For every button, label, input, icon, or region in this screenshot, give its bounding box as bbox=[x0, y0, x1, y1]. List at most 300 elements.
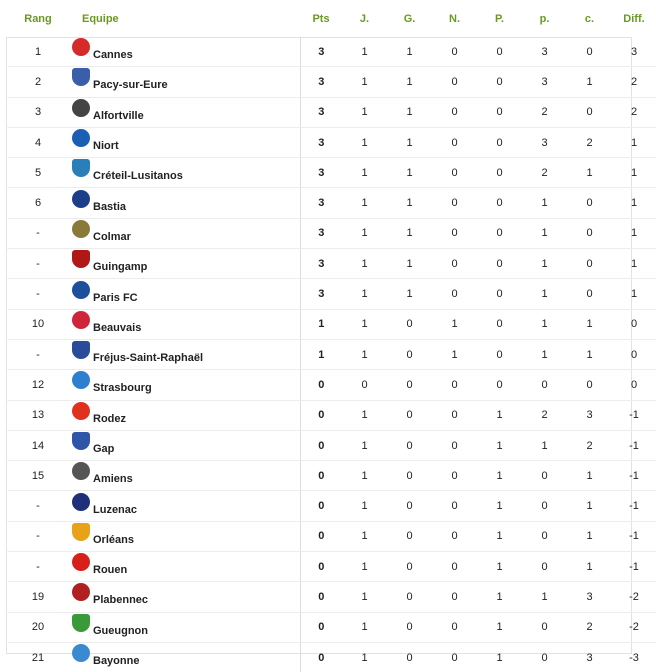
diff-cell: -3 bbox=[629, 651, 639, 664]
col-equipe-header[interactable]: Equipe bbox=[82, 12, 119, 25]
bp-cell: 0 bbox=[541, 651, 548, 664]
bc-cell: 1 bbox=[567, 67, 612, 97]
rank-cell: 4 bbox=[6, 127, 70, 157]
rank-cell: 21 bbox=[31, 651, 45, 664]
bp-cell: 3 bbox=[522, 37, 567, 67]
n-cell: 0 bbox=[432, 430, 477, 460]
bp-cell: 3 bbox=[522, 67, 567, 97]
n-cell: 0 bbox=[432, 158, 477, 188]
bc-cell: 1 bbox=[567, 552, 612, 582]
diff-cell: -1 bbox=[612, 552, 656, 582]
team-link[interactable] bbox=[70, 128, 300, 157]
team-link[interactable] bbox=[70, 522, 300, 551]
col-diff-header[interactable]: Diff. bbox=[623, 12, 645, 25]
table-row[interactable] bbox=[6, 370, 656, 400]
team-cell[interactable] bbox=[70, 491, 300, 521]
p-cell: 0 bbox=[477, 370, 522, 400]
n-cell: 0 bbox=[432, 188, 477, 218]
team-cell[interactable] bbox=[70, 309, 300, 339]
n-cell: 0 bbox=[432, 218, 477, 248]
p-cell: 1 bbox=[477, 552, 522, 582]
pts-cell: 3 bbox=[300, 127, 342, 157]
team-link[interactable] bbox=[70, 582, 300, 611]
j-cell: 1 bbox=[342, 188, 387, 218]
table-row[interactable] bbox=[6, 430, 656, 460]
creteil-crest-icon bbox=[72, 159, 90, 177]
pts-cell: 3 bbox=[300, 158, 342, 188]
team-name[interactable]: Beauvais bbox=[93, 321, 142, 334]
g-cell: 1 bbox=[387, 37, 432, 67]
team-cell[interactable] bbox=[70, 127, 300, 157]
diff-cell: 1 bbox=[612, 249, 656, 279]
pts-cell: 3 bbox=[300, 249, 342, 279]
table-row[interactable] bbox=[6, 400, 656, 430]
plabennec-crest-icon bbox=[72, 583, 90, 601]
j-cell: 1 bbox=[342, 249, 387, 279]
table-row[interactable] bbox=[6, 642, 656, 672]
guingamp-crest-icon bbox=[72, 250, 90, 268]
rank-cell: 13 bbox=[6, 400, 70, 430]
p-cell: 1 bbox=[496, 651, 503, 664]
j-cell: 1 bbox=[342, 491, 387, 521]
rank-cell: 15 bbox=[6, 461, 70, 491]
bc-cell: 3 bbox=[567, 582, 612, 612]
pts-cell: 3 bbox=[300, 97, 342, 127]
j-cell: 1 bbox=[342, 127, 387, 157]
team-cell[interactable] bbox=[70, 188, 300, 218]
team-cell[interactable] bbox=[70, 400, 300, 430]
bc-cell: 0 bbox=[567, 188, 612, 218]
table-row[interactable] bbox=[6, 309, 656, 339]
team-cell[interactable] bbox=[70, 521, 300, 551]
j-cell: 1 bbox=[342, 582, 387, 612]
pts-cell: 3 bbox=[300, 279, 342, 309]
n-cell: 0 bbox=[432, 552, 477, 582]
cannes-crest-icon bbox=[72, 38, 90, 56]
bc-cell: 1 bbox=[567, 339, 612, 369]
team-cell[interactable] bbox=[70, 37, 300, 67]
team-name[interactable]: Amiens bbox=[93, 473, 133, 486]
g-cell: 1 bbox=[387, 188, 432, 218]
team-name[interactable]: Paris FC bbox=[93, 291, 138, 304]
bc-cell: 0 bbox=[567, 249, 612, 279]
col-n-header[interactable]: N. bbox=[449, 12, 460, 25]
diff-cell: 1 bbox=[612, 158, 656, 188]
rank-cell: - bbox=[6, 339, 70, 369]
diff-cell: -1 bbox=[612, 461, 656, 491]
team-link[interactable] bbox=[70, 310, 300, 339]
standings-body bbox=[6, 37, 656, 672]
rank-cell: 1 bbox=[6, 37, 70, 67]
table-row[interactable] bbox=[6, 521, 656, 551]
diff-cell: 3 bbox=[612, 37, 656, 67]
n-cell: 0 bbox=[432, 612, 477, 642]
diff-cell: -1 bbox=[612, 521, 656, 551]
parisfc-crest-icon bbox=[72, 281, 90, 299]
beauvais-crest-icon bbox=[72, 311, 90, 329]
bp-cell: 1 bbox=[522, 309, 567, 339]
rank-cell: - bbox=[6, 521, 70, 551]
j-cell: 1 bbox=[361, 651, 368, 664]
team-cell[interactable] bbox=[70, 582, 300, 612]
team-name[interactable]: Rodez bbox=[93, 412, 126, 425]
n-cell: 0 bbox=[432, 582, 477, 612]
diff-cell: 1 bbox=[612, 279, 656, 309]
bc-cell: 2 bbox=[567, 430, 612, 460]
team-link[interactable] bbox=[70, 370, 300, 399]
bp-cell: 2 bbox=[522, 97, 567, 127]
g-cell: 0 bbox=[406, 651, 413, 664]
g-cell: 1 bbox=[387, 158, 432, 188]
team-cell[interactable] bbox=[70, 339, 300, 369]
j-cell: 1 bbox=[342, 279, 387, 309]
n-cell: 0 bbox=[451, 651, 458, 664]
bc-cell: 1 bbox=[567, 158, 612, 188]
team-name[interactable]: Orléans bbox=[93, 533, 134, 546]
j-cell: 1 bbox=[342, 218, 387, 248]
diff-cell: 1 bbox=[612, 218, 656, 248]
rank-cell: 10 bbox=[6, 309, 70, 339]
j-cell: 1 bbox=[342, 67, 387, 97]
rouen-crest-icon bbox=[72, 553, 90, 571]
table-row[interactable] bbox=[6, 552, 656, 582]
diff-cell: -2 bbox=[612, 612, 656, 642]
team-cell[interactable] bbox=[70, 612, 300, 642]
table-row[interactable] bbox=[6, 97, 656, 127]
n-cell: 1 bbox=[432, 309, 477, 339]
p-cell: 0 bbox=[477, 37, 522, 67]
rank-cell: 19 bbox=[6, 582, 70, 612]
pacy-crest-icon bbox=[72, 68, 90, 86]
diff-cell: 1 bbox=[612, 188, 656, 218]
pts-cell: 0 bbox=[300, 552, 342, 582]
p-cell: 0 bbox=[477, 218, 522, 248]
bp-cell: 1 bbox=[522, 339, 567, 369]
diff-cell: -1 bbox=[612, 430, 656, 460]
team-link[interactable] bbox=[70, 431, 300, 460]
team-name[interactable]: Alfortville bbox=[93, 109, 144, 122]
bp-cell: 2 bbox=[522, 158, 567, 188]
pts-cell: 0 bbox=[318, 651, 325, 664]
table-row[interactable] bbox=[6, 612, 656, 642]
gueugnon-crest-icon bbox=[72, 614, 90, 632]
p-cell: 1 bbox=[477, 612, 522, 642]
team-link[interactable] bbox=[70, 249, 300, 278]
j-cell: 0 bbox=[342, 370, 387, 400]
pts-cell: 1 bbox=[300, 339, 342, 369]
g-cell: 0 bbox=[387, 582, 432, 612]
p-cell: 1 bbox=[477, 521, 522, 551]
bc-cell: 0 bbox=[567, 218, 612, 248]
pts-cell: 0 bbox=[300, 491, 342, 521]
table-row[interactable] bbox=[6, 188, 656, 218]
team-name[interactable]: Gap bbox=[93, 443, 115, 455]
bayonne-crest-icon bbox=[72, 644, 90, 662]
team-name[interactable]: Colmar bbox=[93, 230, 131, 243]
j-cell: 1 bbox=[342, 430, 387, 460]
rank-cell: 5 bbox=[6, 158, 70, 188]
pts-cell: 0 bbox=[300, 612, 342, 642]
bc-cell: 0 bbox=[567, 97, 612, 127]
col-p-header[interactable]: P. bbox=[495, 12, 504, 25]
g-cell: 1 bbox=[387, 127, 432, 157]
colmar-crest-icon bbox=[72, 220, 90, 238]
frejus-crest-icon bbox=[72, 341, 90, 359]
table-row[interactable] bbox=[6, 461, 656, 491]
n-cell: 0 bbox=[432, 67, 477, 97]
p-cell: 0 bbox=[477, 339, 522, 369]
rank-cell: - bbox=[6, 218, 70, 248]
team-link[interactable] bbox=[70, 189, 300, 218]
rank-cell: 2 bbox=[6, 67, 70, 97]
team-name[interactable]: Strasbourg bbox=[93, 382, 152, 395]
bp-cell: 0 bbox=[522, 461, 567, 491]
j-cell: 1 bbox=[342, 400, 387, 430]
table-row[interactable] bbox=[6, 218, 656, 248]
pts-cell: 3 bbox=[300, 218, 342, 248]
bc-cell: 0 bbox=[567, 37, 612, 67]
bp-cell: 1 bbox=[522, 430, 567, 460]
amiens-crest-icon bbox=[72, 462, 90, 480]
rank-cell: 20 bbox=[6, 612, 70, 642]
bc-cell: 0 bbox=[567, 279, 612, 309]
bc-cell: 1 bbox=[567, 461, 612, 491]
g-cell: 1 bbox=[387, 97, 432, 127]
team-cell[interactable] bbox=[70, 97, 300, 127]
g-cell: 0 bbox=[387, 612, 432, 642]
g-cell: 1 bbox=[387, 249, 432, 279]
team-name[interactable]: Bastia bbox=[93, 200, 127, 213]
j-cell: 1 bbox=[342, 461, 387, 491]
bp-cell: 2 bbox=[522, 400, 567, 430]
diff-cell: -1 bbox=[612, 491, 656, 521]
p-cell: 1 bbox=[477, 430, 522, 460]
table-row[interactable] bbox=[6, 582, 656, 612]
p-cell: 1 bbox=[477, 400, 522, 430]
team-cell[interactable] bbox=[70, 370, 300, 400]
alfortville-crest-icon bbox=[72, 99, 90, 117]
team-name[interactable]: Luzenac bbox=[93, 503, 138, 516]
pts-cell: 3 bbox=[300, 37, 342, 67]
pts-cell: 0 bbox=[300, 370, 342, 400]
bc-cell: 2 bbox=[567, 612, 612, 642]
table-row[interactable] bbox=[6, 158, 656, 188]
diff-cell: 1 bbox=[612, 127, 656, 157]
team-link[interactable] bbox=[70, 67, 300, 96]
team-cell[interactable] bbox=[70, 430, 300, 460]
table-row[interactable] bbox=[6, 249, 656, 279]
g-cell: 1 bbox=[387, 67, 432, 97]
orleans-crest-icon bbox=[72, 523, 90, 541]
header-row bbox=[6, 0, 656, 37]
rank-cell: - bbox=[6, 279, 70, 309]
table-row[interactable] bbox=[6, 127, 656, 157]
j-cell: 1 bbox=[342, 521, 387, 551]
n-cell: 0 bbox=[432, 279, 477, 309]
diff-cell: 2 bbox=[612, 67, 656, 97]
diff-cell: 0 bbox=[612, 309, 656, 339]
bp-cell: 1 bbox=[522, 249, 567, 279]
rank-cell: - bbox=[6, 552, 70, 582]
pts-cell: 0 bbox=[300, 400, 342, 430]
rank-cell: 6 bbox=[6, 188, 70, 218]
bc-cell: 3 bbox=[567, 400, 612, 430]
n-cell: 0 bbox=[432, 491, 477, 521]
team-link[interactable] bbox=[70, 643, 300, 672]
n-cell: 0 bbox=[432, 97, 477, 127]
team-name[interactable]: Plabennec bbox=[93, 594, 149, 607]
col-j-header[interactable]: J. bbox=[359, 12, 370, 25]
bastia-crest-icon bbox=[72, 190, 90, 208]
g-cell: 0 bbox=[387, 309, 432, 339]
g-cell: 0 bbox=[387, 461, 432, 491]
j-cell: 1 bbox=[342, 612, 387, 642]
team-cell[interactable] bbox=[70, 218, 300, 248]
team-name[interactable]: Pacy-sur-Eure bbox=[93, 79, 168, 92]
n-cell: 0 bbox=[432, 249, 477, 279]
p-cell: 1 bbox=[477, 491, 522, 521]
table-row[interactable] bbox=[6, 279, 656, 309]
p-cell: 1 bbox=[477, 582, 522, 612]
bc-cell: 1 bbox=[567, 521, 612, 551]
team-name[interactable]: Rouen bbox=[93, 564, 128, 577]
pts-cell: 0 bbox=[300, 430, 342, 460]
team-name[interactable]: Créteil-Lusitanos bbox=[93, 170, 183, 183]
rank-cell: 14 bbox=[6, 430, 70, 460]
diff-cell: 2 bbox=[612, 97, 656, 127]
rank-cell: 12 bbox=[6, 370, 70, 400]
g-cell: 0 bbox=[387, 430, 432, 460]
bp-cell: 0 bbox=[522, 521, 567, 551]
bp-cell: 3 bbox=[522, 127, 567, 157]
bp-cell: 0 bbox=[522, 552, 567, 582]
team-cell[interactable] bbox=[70, 67, 300, 97]
bp-cell: 0 bbox=[522, 491, 567, 521]
col-bc-header[interactable]: c. bbox=[584, 12, 595, 25]
team-link[interactable] bbox=[70, 613, 300, 642]
team-link[interactable] bbox=[70, 552, 300, 581]
n-cell: 1 bbox=[432, 339, 477, 369]
j-cell: 1 bbox=[342, 158, 387, 188]
team-link[interactable] bbox=[70, 401, 300, 430]
diff-cell: -1 bbox=[612, 400, 656, 430]
n-cell: 0 bbox=[432, 127, 477, 157]
team-cell[interactable] bbox=[70, 642, 300, 672]
team-name[interactable]: Bayonne bbox=[93, 655, 140, 668]
j-cell: 1 bbox=[342, 339, 387, 369]
col-rang-header[interactable]: Rang bbox=[24, 12, 52, 25]
bp-cell: 1 bbox=[522, 582, 567, 612]
g-cell: 1 bbox=[387, 218, 432, 248]
table-row[interactable] bbox=[6, 67, 656, 97]
p-cell: 1 bbox=[477, 461, 522, 491]
bp-cell: 0 bbox=[522, 370, 567, 400]
pts-cell: 0 bbox=[300, 461, 342, 491]
rank-cell: - bbox=[6, 249, 70, 279]
col-pts-header[interactable]: Pts bbox=[312, 12, 330, 25]
team-name[interactable]: Gueugnon bbox=[93, 624, 148, 637]
p-cell: 0 bbox=[477, 127, 522, 157]
pts-cell: 0 bbox=[300, 582, 342, 612]
team-link[interactable] bbox=[70, 158, 300, 187]
p-cell: 0 bbox=[477, 309, 522, 339]
j-cell: 1 bbox=[342, 552, 387, 582]
diff-cell: 0 bbox=[612, 339, 656, 369]
table-row[interactable] bbox=[6, 37, 656, 67]
p-cell: 0 bbox=[477, 67, 522, 97]
team-link[interactable] bbox=[70, 219, 300, 248]
table-row[interactable] bbox=[6, 491, 656, 521]
p-cell: 0 bbox=[477, 279, 522, 309]
g-cell: 0 bbox=[387, 552, 432, 582]
pts-cell: 0 bbox=[300, 521, 342, 551]
bc-cell: 2 bbox=[567, 127, 612, 157]
j-cell: 1 bbox=[342, 37, 387, 67]
gap-crest-icon bbox=[72, 432, 90, 450]
p-cell: 0 bbox=[477, 158, 522, 188]
rank-cell: 3 bbox=[6, 97, 70, 127]
standings-table bbox=[6, 0, 656, 672]
bp-cell: 0 bbox=[522, 612, 567, 642]
team-cell[interactable] bbox=[70, 158, 300, 188]
p-cell: 0 bbox=[477, 249, 522, 279]
n-cell: 0 bbox=[432, 400, 477, 430]
team-name[interactable]: Guingamp bbox=[93, 261, 148, 274]
team-link[interactable] bbox=[70, 280, 300, 309]
team-cell[interactable] bbox=[70, 552, 300, 582]
g-cell: 1 bbox=[387, 279, 432, 309]
team-link[interactable] bbox=[70, 37, 300, 66]
bc-cell: 1 bbox=[567, 491, 612, 521]
n-cell: 0 bbox=[432, 37, 477, 67]
j-cell: 1 bbox=[342, 97, 387, 127]
pts-cell: 1 bbox=[300, 309, 342, 339]
team-link[interactable] bbox=[70, 492, 300, 521]
bp-cell: 1 bbox=[522, 218, 567, 248]
diff-cell: -2 bbox=[612, 582, 656, 612]
team-cell[interactable] bbox=[70, 279, 300, 309]
col-g-header[interactable]: G. bbox=[403, 12, 416, 25]
p-cell: 0 bbox=[477, 97, 522, 127]
g-cell: 0 bbox=[387, 370, 432, 400]
bc-cell: 0 bbox=[567, 370, 612, 400]
pts-cell: 3 bbox=[300, 67, 342, 97]
g-cell: 0 bbox=[387, 491, 432, 521]
bp-cell: 1 bbox=[522, 188, 567, 218]
team-name[interactable]: Fréjus-Saint-Raphaël bbox=[93, 352, 204, 365]
diff-cell: 0 bbox=[612, 370, 656, 400]
bc-cell: 3 bbox=[586, 651, 593, 664]
niort-crest-icon bbox=[72, 129, 90, 147]
team-name[interactable]: Cannes bbox=[93, 49, 133, 62]
bp-cell: 1 bbox=[522, 279, 567, 309]
team-name[interactable]: Niort bbox=[93, 140, 119, 153]
n-cell: 0 bbox=[432, 521, 477, 551]
team-cell[interactable] bbox=[70, 461, 300, 491]
rank-cell: - bbox=[6, 491, 70, 521]
team-link[interactable] bbox=[70, 98, 300, 127]
j-cell: 1 bbox=[342, 309, 387, 339]
col-bp-header[interactable]: p. bbox=[539, 12, 550, 25]
g-cell: 0 bbox=[387, 400, 432, 430]
luzenac-crest-icon bbox=[72, 493, 90, 511]
team-cell[interactable] bbox=[70, 249, 300, 279]
g-cell: 0 bbox=[387, 339, 432, 369]
table-row[interactable] bbox=[6, 339, 656, 369]
team-link[interactable] bbox=[70, 340, 300, 369]
team-link[interactable] bbox=[70, 461, 300, 490]
strasbourg-crest-icon bbox=[72, 371, 90, 389]
